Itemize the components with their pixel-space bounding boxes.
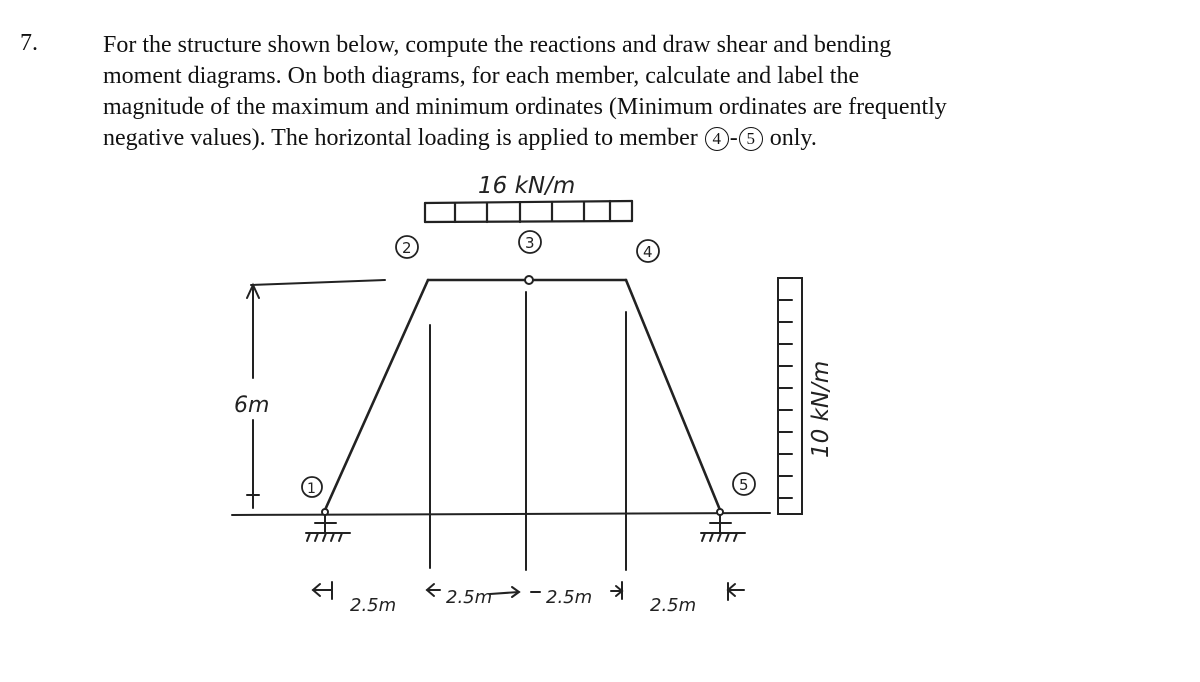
node-1-label: 1 [307, 481, 316, 497]
span-dimension-3: 2.5m [546, 587, 593, 608]
base-line [232, 513, 770, 515]
dimension-verticals [430, 292, 626, 570]
top-distributed-load [425, 201, 632, 222]
frame-members [325, 280, 720, 510]
height-dimension-label: 6m [234, 393, 270, 418]
node-5-label: 5 [739, 476, 749, 494]
node-3-label: 3 [525, 234, 535, 252]
span-dimension-1: 2.5m [350, 595, 397, 616]
member-dash: - [729, 125, 738, 151]
top-load-label: 16 kN/m [478, 173, 576, 199]
side-distributed-load [778, 278, 802, 514]
member-node-4-circle: 4 [705, 127, 729, 151]
problem-line-3: magnitude of the maximum and minimum ordinates (Minimum ordinates are frequently [103, 94, 947, 120]
internal-hinge-icon [525, 276, 533, 284]
problem-number: 7. [20, 30, 38, 56]
span-dimension-4: 2.5m [650, 595, 697, 616]
node-4-label: 4 [643, 243, 653, 261]
problem-line-4-end: only. [769, 125, 817, 151]
problem-line-2: moment diagrams. On both diagrams, for each member, calculate and label the [103, 63, 860, 89]
node-2-label: 2 [402, 239, 412, 257]
problem-line-1: For the structure shown below, compute the reactions and draw shear and bending [103, 32, 892, 58]
member-node-5-circle: 5 [739, 127, 763, 151]
side-load-label: 10 kN/m [808, 360, 834, 458]
span-dimension-2: 2.5m [446, 587, 493, 608]
problem-line-4-start: negative values). The horizontal loading is applied to member [103, 125, 698, 151]
